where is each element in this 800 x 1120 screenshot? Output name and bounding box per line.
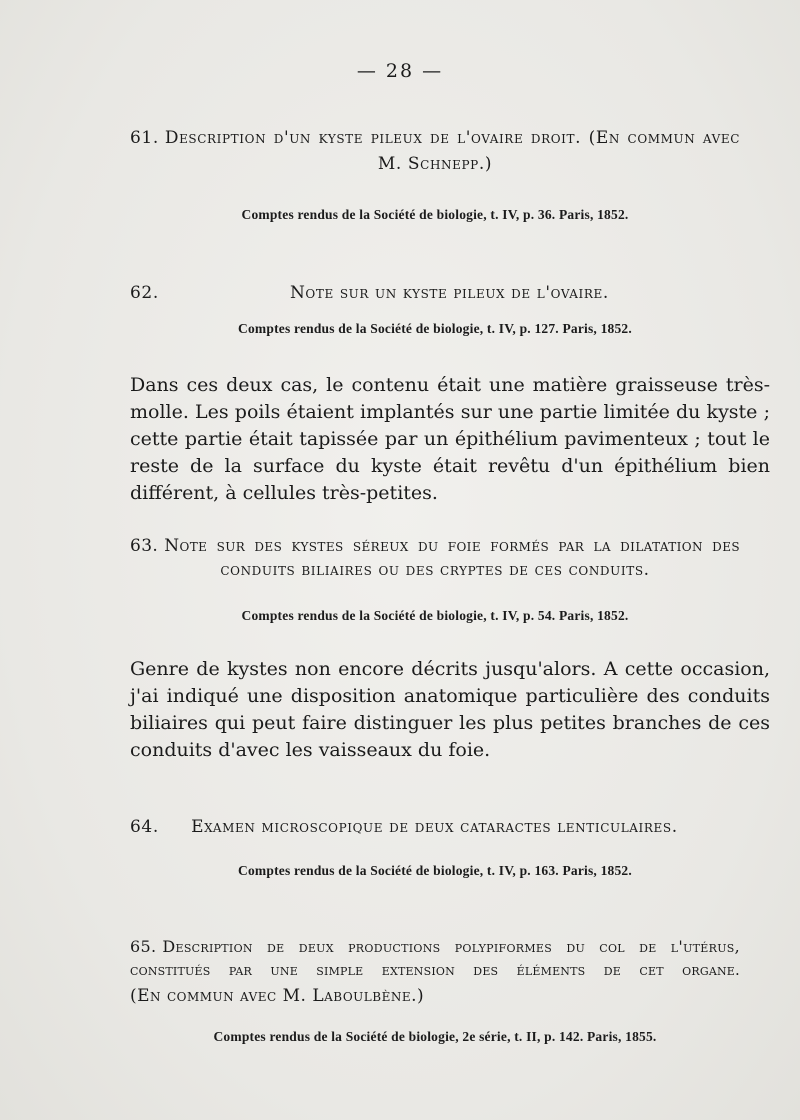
entry-61-reference: Comptes rendus de la Société de biologie, t. IV, p. 36. Paris, 1852. bbox=[241, 207, 629, 222]
entry-62-number: 62. bbox=[130, 283, 159, 303]
entry-62 bbox=[130, 283, 740, 303]
entry-61-title-line1 bbox=[130, 128, 740, 148]
entry-65-title: Description de deux productions polypiformes du col de l'utérus, bbox=[162, 937, 740, 956]
entry-63-text: Genre de kystes non encore décrits jusqu'alors. A cette occasion, j'ai indiqué une disposition anatomique particulière des conduits biliaires qui peut faire distinguer les plus petites branches de ces conduits d'avec les vaisseaux du foie. bbox=[130, 658, 770, 761]
entry-64-reference: Comptes rendus de la Société de biologie, t. IV, p. 163. Paris, 1852. bbox=[238, 863, 632, 878]
entry-63-reference: Comptes rendus de la Société de biologie, t. IV, p. 54. Paris, 1852. bbox=[241, 608, 629, 623]
entry-63-title-line2: conduits biliaires ou des cryptes de ces conduits. bbox=[220, 560, 650, 580]
entry-65-title-line3: (En commun avec M. Laboulbène.) bbox=[130, 986, 425, 1006]
entry-63-title: Note sur des kystes séreux du foie formés par la dilatation des bbox=[164, 536, 740, 556]
entry-61-number: 61. bbox=[130, 128, 159, 148]
entry-62-title: Note sur un kyste pileux de l'ovaire. bbox=[289, 283, 609, 303]
entry-61-title: Description d'un kyste pileux de l'ovaire droit. (En commun avec bbox=[164, 128, 740, 148]
entry-63-number: 63. bbox=[130, 536, 159, 556]
entry-62-text: Dans ces deux cas, le contenu était une matière graisseuse très-molle. Les poils étaient implantés sur une partie limitée du kyste ; cette partie était tapissée par un épithélium pavimenteux ; tout le reste de la surface du kyste était revêtu d'un épithélium bien différent, à cellules très-petites. bbox=[130, 374, 770, 504]
entry-65-title-line2: constitués par une simple extension des éléments de cet organe. bbox=[130, 961, 740, 979]
entry-63 bbox=[130, 536, 740, 583]
entry-64 bbox=[130, 817, 740, 837]
entry-64-number: 64. bbox=[130, 817, 159, 837]
entry-64-title: Examen microscopique de deux cataractes lenticulaires. bbox=[191, 817, 678, 837]
entry-65-number: 65. bbox=[130, 937, 157, 956]
entry-65 bbox=[130, 937, 740, 1008]
entry-61-title-line2: M. Schnepp.) bbox=[377, 154, 493, 174]
entry-62-reference: Comptes rendus de la Société de biologie, t. IV, p. 127. Paris, 1852. bbox=[238, 321, 632, 336]
page-number: — 28 — bbox=[356, 60, 444, 82]
entry-65-reference: Comptes rendus de la Société de biologie, 2e série, t. II, p. 142. Paris, 1855. bbox=[213, 1029, 657, 1044]
entry-61 bbox=[130, 128, 740, 177]
